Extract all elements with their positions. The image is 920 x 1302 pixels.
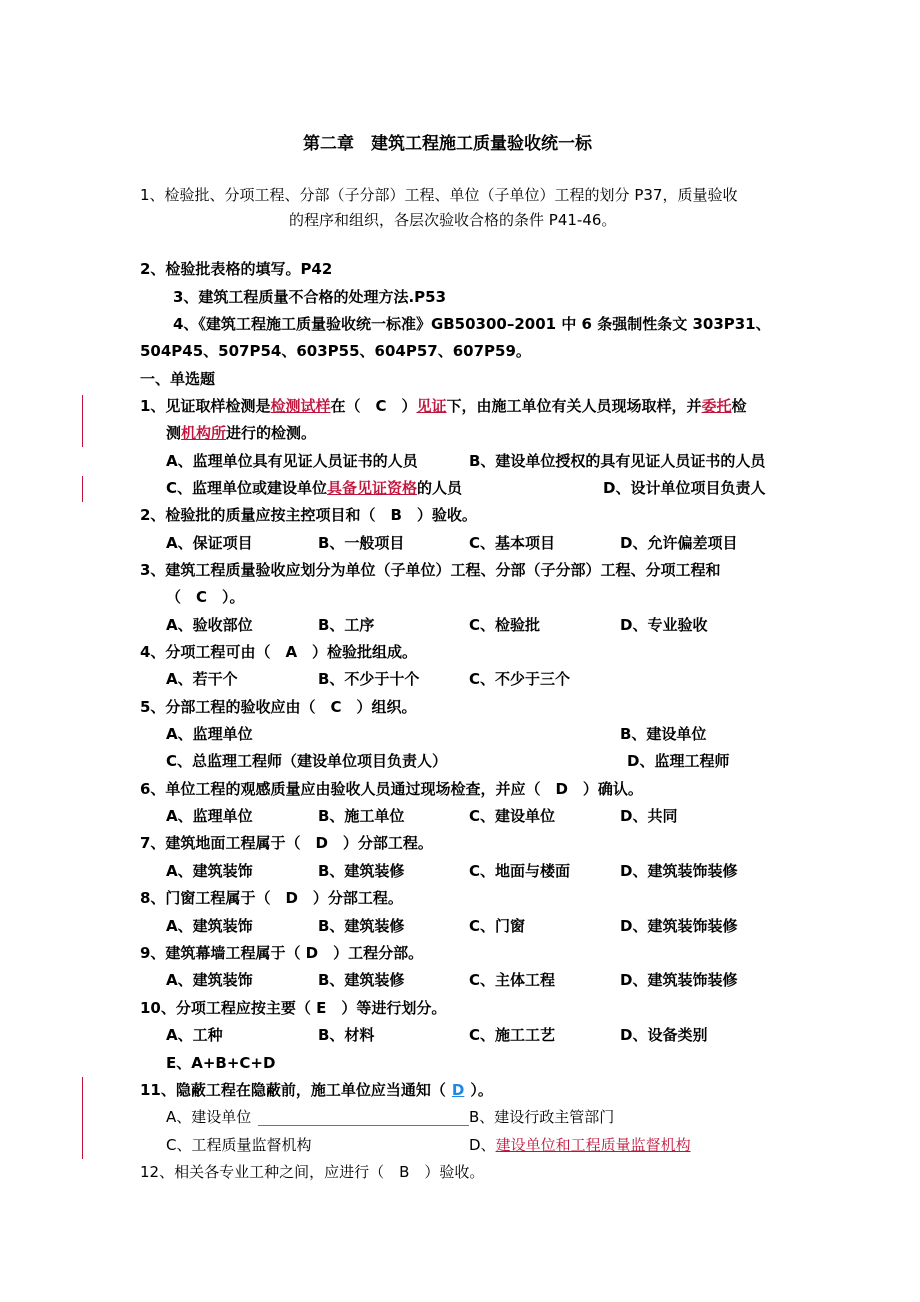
option-a: A、监理单位具有见证人员证书的人员 xyxy=(166,452,418,470)
revision-bar xyxy=(82,395,83,447)
option-d: D、建筑装饰装修 xyxy=(620,862,738,880)
answer-text: D xyxy=(451,1081,465,1099)
option-a: A、保证项目 xyxy=(166,534,253,552)
question-9: 9、建筑幕墙工程属于（ D ）工程分部。 xyxy=(140,944,424,962)
question-6: 6、单位工程的观感质量应由验收人员通过现场检查，并应（ D ）确认。 xyxy=(140,780,643,798)
option-c: C、门窗 xyxy=(469,917,526,935)
option-b: B、不少于十个 xyxy=(318,670,420,688)
intro-item-4: 4、《建筑工程施工质量验收统一标准》GB50300–2001 中 6 条强制性条文 303P31、 xyxy=(173,315,771,333)
intro-item-2: 2、检验批表格的填写。P42 xyxy=(140,260,333,278)
question-1-cont: 测机构所进行的检测。 xyxy=(166,424,317,442)
chapter-title: 第二章 建筑工程施工质量验收统一标 xyxy=(303,134,592,154)
question-4: 4、分项工程可由（ A ）检验批组成。 xyxy=(140,643,418,661)
fill-blank-line xyxy=(258,1125,469,1126)
option-c: C、基本项目 xyxy=(469,534,556,552)
question-1: 1、见证取样检测是检测试样在（ C ）见证下，由施工单位有关人员现场取样，并委托检 xyxy=(140,397,747,415)
option-a: A、建筑装饰 xyxy=(166,862,253,880)
option-b: B、施工单位 xyxy=(318,807,405,825)
option-b: B、建设行政主管部门 xyxy=(469,1108,615,1126)
option-a: A、若干个 xyxy=(166,670,238,688)
question-10: 10、分项工程应按主要（ E ）等进行划分。 xyxy=(140,999,447,1017)
option-e: E、A+B+C+D xyxy=(166,1054,276,1072)
option-c: C、施工工艺 xyxy=(469,1026,556,1044)
option-c: C、工程质量监督机构 xyxy=(166,1136,312,1154)
intro-item-1-cont: 的程序和组织，各层次验收合格的条件 P41-46。 xyxy=(289,211,617,229)
option-b: B、建设单位 xyxy=(620,725,707,743)
option-a: A、建筑装饰 xyxy=(166,971,253,989)
option-a: A、建设单位 xyxy=(166,1108,252,1126)
option-b: B、材料 xyxy=(318,1026,375,1044)
option-b: B、建设单位授权的具有见证人员证书的人员 xyxy=(469,452,766,470)
option-b: B、建筑装修 xyxy=(318,971,405,989)
option-d: D、设备类别 xyxy=(620,1026,708,1044)
intro-item-1: 1、检验批、分项工程、分部（子分部）工程、单位（子单位）工程的划分 P37，质量验收 xyxy=(140,186,738,204)
option-d: D、建设单位和工程质量监督机构 xyxy=(469,1136,691,1154)
option-d: D、建筑装饰装修 xyxy=(620,917,738,935)
question-3-cont: （ C ）。 xyxy=(166,588,245,606)
option-d: D、监理工程师 xyxy=(627,752,730,770)
option-a: A、验收部位 xyxy=(166,616,253,634)
option-d: D、设计单位项目负责人 xyxy=(603,479,766,497)
highlight-text: 建设单位和工程质量监督机构 xyxy=(495,1136,691,1154)
option-b: B、一般项目 xyxy=(318,534,405,552)
option-a: A、监理单位 xyxy=(166,807,253,825)
option-b: B、工序 xyxy=(318,616,375,634)
option-a: A、监理单位 xyxy=(166,725,253,743)
highlight-text: 具备见证资格 xyxy=(327,479,418,497)
revision-bar xyxy=(82,1077,83,1159)
question-5: 5、分部工程的验收应由（ C ）组织。 xyxy=(140,698,417,716)
option-c: C、检验批 xyxy=(469,616,541,634)
question-11: 11、隐蔽工程在隐蔽前，施工单位应当通知（ D ）。 xyxy=(140,1081,493,1099)
question-12: 12、相关各专业工种之间，应进行（ B ）验收。 xyxy=(140,1163,485,1181)
section-heading: 一、单选题 xyxy=(140,370,216,388)
intro-item-4-cont: 504P45、507P54、603P55、604P57、607P59。 xyxy=(140,342,531,360)
option-d: D、共同 xyxy=(620,807,678,825)
question-3: 3、建筑工程质量验收应划分为单位（子单位）工程、分部（子分部）工程、分项工程和 xyxy=(140,561,721,579)
highlight-text: 委托 xyxy=(701,397,732,415)
revision-bar xyxy=(82,476,83,502)
option-a: A、工种 xyxy=(166,1026,223,1044)
option-a: A、建筑装饰 xyxy=(166,917,253,935)
option-d: D、建筑装饰装修 xyxy=(620,971,738,989)
option-b: B、建筑装修 xyxy=(318,862,405,880)
option-c: C、主体工程 xyxy=(469,971,556,989)
option-c: C、地面与楼面 xyxy=(469,862,571,880)
option-d: D、允许偏差项目 xyxy=(620,534,738,552)
option-c: C、不少于三个 xyxy=(469,670,571,688)
highlight-text: 机构所 xyxy=(181,424,227,442)
question-2: 2、检验批的质量应按主控项目和（ B ）验收。 xyxy=(140,506,477,524)
option-c: C、总监理工程师（建设单位项目负责人） xyxy=(166,752,448,770)
option-d: D、专业验收 xyxy=(620,616,708,634)
option-b: B、建筑装修 xyxy=(318,917,405,935)
question-7: 7、建筑地面工程属于（ D ）分部工程。 xyxy=(140,834,433,852)
intro-item-3: 3、建筑工程质量不合格的处理方法.P53 xyxy=(173,288,447,306)
highlight-text: 检测试样 xyxy=(270,397,331,415)
option-c: C、监理单位或建设单位具备见证资格的人员 xyxy=(166,479,463,497)
highlight-text: 见证 xyxy=(416,397,447,415)
question-8: 8、门窗工程属于（ D ）分部工程。 xyxy=(140,889,403,907)
option-c: C、建设单位 xyxy=(469,807,556,825)
